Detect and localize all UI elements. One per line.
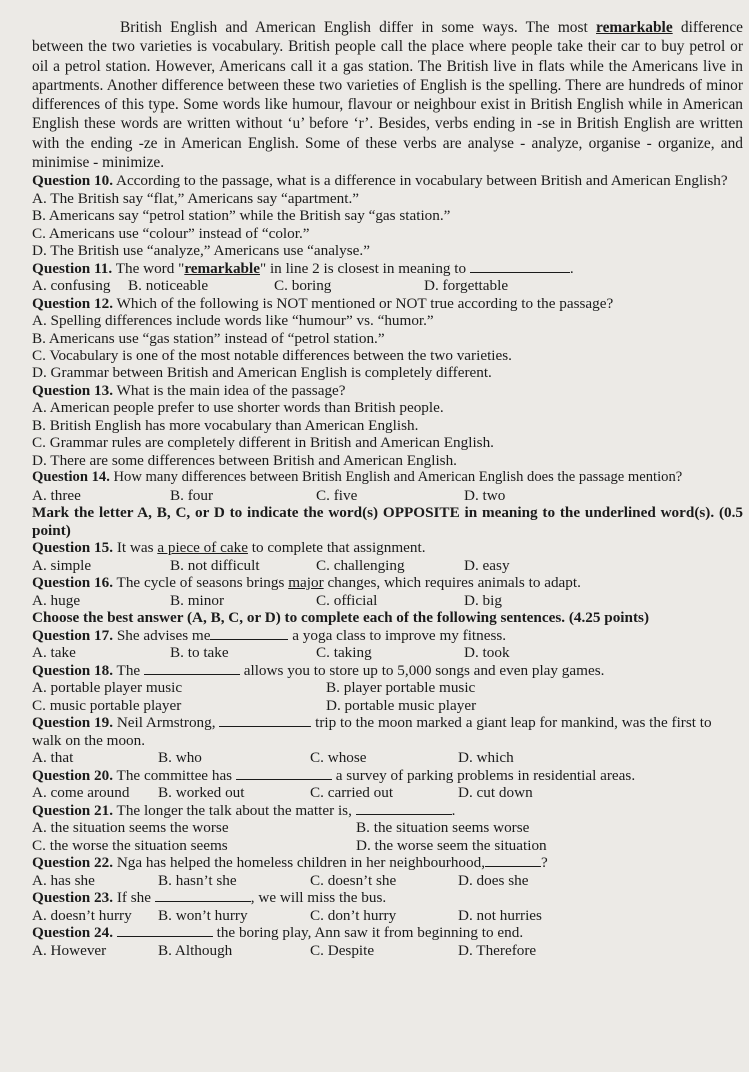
question-number: Question 17. [32, 626, 114, 644]
answer-blank [210, 627, 288, 640]
option-a: A. simple [32, 556, 92, 574]
question-stem-post: the boring play, Ann saw it from beginning to end. [212, 924, 524, 942]
answer-blank [219, 714, 311, 727]
option-d: D. two [464, 486, 506, 504]
option-d: D. easy [464, 556, 510, 574]
option-a: A. doesn’t hurry [32, 906, 132, 924]
question-20 [32, 767, 743, 802]
option-c: C. Despite [310, 941, 375, 959]
answer-blank [155, 889, 251, 902]
option-c: C. don’t hurry [310, 906, 397, 924]
option-d: D. Grammar between British and American English is completely different. [32, 364, 492, 382]
option-a: A. has she [32, 871, 95, 889]
underlined-word: major [288, 574, 324, 592]
option-b: B. who [158, 749, 202, 767]
question-23 [32, 889, 743, 924]
option-a: A. three [32, 486, 81, 504]
option-b: B. Americans use “gas station” instead of “petrol station.” [32, 329, 385, 347]
question-16 [32, 574, 743, 609]
answer-blank [144, 662, 240, 675]
option-b: B. British English has more vocabulary than American English. [32, 416, 419, 434]
question-stem-end: . [569, 259, 574, 277]
question-number: Question 11. [32, 259, 113, 277]
option-c: C. carried out [310, 784, 394, 802]
question-stem-post: to complete that assignment. [247, 539, 426, 557]
question-stem-end: . [451, 801, 456, 819]
option-c: C. Americans use “colour” instead of “color.” [32, 224, 310, 242]
question-stem-post: trip to the moon marked a giant leap for mankind, was the first to walk on the moon. [32, 714, 712, 749]
question-21 [32, 802, 743, 854]
question-stem-pre: She advises me [113, 626, 211, 644]
question-number: Question 13. [32, 381, 114, 399]
question-stem-post: , we will miss the bus. [250, 889, 387, 907]
answer-blank [485, 854, 541, 867]
question-stem-post: changes, which requires animals to adapt. [323, 574, 581, 592]
option-c: C. five [316, 486, 358, 504]
option-d: D. The British use “analyze,” Americans use “analyse.” [32, 242, 370, 260]
option-c: C. Grammar rules are completely different in British and American English. [32, 434, 494, 452]
option-a: A. portable player music [32, 679, 183, 697]
question-10 [32, 172, 743, 259]
section-instruction-opposite: Mark the letter A, B, C, or D to indicate the word(s) OPPOSITE in meaning to the underlined word(s). (0.5 point) [32, 504, 743, 539]
question-number: Question 21. [32, 801, 114, 819]
question-stem-end: ? [541, 854, 548, 872]
passage-part-1: British English and American English differ in some ways. The most [120, 19, 597, 36]
question-number: Question 10. [32, 172, 114, 190]
answer-blank [236, 767, 332, 780]
question-number: Question 24. [32, 924, 114, 942]
question-15 [32, 539, 743, 574]
option-b: B. player portable music [326, 679, 476, 697]
question-stem-post: a survey of parking problems in residential areas. [331, 766, 636, 784]
option-b: B. Americans say “petrol station” while the British say “gas station.” [32, 207, 451, 225]
option-d: D. the worse seem the situation [356, 836, 547, 854]
option-d: D. big [464, 591, 502, 609]
option-c: C. boring [274, 277, 332, 295]
question-stem-pre: The [113, 661, 144, 679]
option-c: C. whose [310, 749, 367, 767]
question-number: Question 12. [32, 294, 114, 312]
option-d: D. forgettable [424, 277, 509, 295]
passage-underlined-word: remarkable [596, 19, 673, 36]
option-a: A. the situation seems the worse [32, 819, 229, 837]
question-stem: Which of the following is NOT mentioned or NOT true according to the passage? [113, 294, 614, 312]
option-c: C. music portable player [32, 696, 182, 714]
option-a: A. However [32, 941, 107, 959]
question-stem-pre: The word " [112, 259, 185, 277]
question-19 [32, 714, 743, 767]
option-d: D. which [458, 749, 514, 767]
question-stem-post: " in line 2 is closest in meaning to [259, 259, 467, 277]
question-stem-post: a yoga class to improve my fitness. [288, 626, 507, 644]
question-stem: According to the passage, what is a difference in vocabulary between British and American English? [113, 172, 728, 190]
option-a: A. huge [32, 591, 81, 609]
option-a: A. come around [32, 784, 130, 802]
option-b: B. won’t hurry [158, 906, 248, 924]
option-b: B. noticeable [128, 277, 209, 295]
option-b: B. the situation seems worse [356, 819, 530, 837]
underlined-word: remarkable [184, 259, 260, 277]
option-b: B. not difficult [170, 556, 260, 574]
option-b: B. Although [158, 941, 233, 959]
question-stem-pre: Nga has helped the homeless children in her neighbourhood, [113, 854, 486, 872]
question-13 [32, 382, 743, 469]
option-a: A. American people prefer to use shorter words than British people. [32, 399, 444, 417]
option-b: B. four [170, 486, 214, 504]
question-11 [32, 260, 743, 295]
question-stem-post: allows you to store up to 5,000 songs and even play games. [239, 661, 605, 679]
option-d: D. does she [458, 871, 529, 889]
question-number: Question 23. [32, 889, 114, 907]
reading-passage [32, 18, 743, 172]
option-d: D. not hurries [458, 906, 542, 924]
option-c: C. Vocabulary is one of the most notable differences between the two varieties. [32, 347, 512, 364]
question-number: Question 18. [32, 661, 114, 679]
option-b: B. to take [170, 644, 229, 662]
question-number: Question 20. [32, 766, 114, 784]
option-c: C. challenging [316, 556, 405, 574]
option-c: C. official [316, 591, 378, 609]
option-d: D. There are some differences between British and American English. [32, 451, 457, 469]
answer-blank [356, 802, 452, 815]
option-b: B. minor [170, 591, 225, 609]
question-18 [32, 662, 743, 714]
option-d: D. Therefore [458, 941, 537, 959]
question-stem: How many differences between British English and American English does the passage mention? [109, 469, 683, 486]
underlined-phrase: a piece of cake [157, 539, 248, 557]
option-c: C. doesn’t she [310, 871, 397, 889]
question-stem-pre: If she [113, 889, 155, 907]
option-d: D. cut down [458, 784, 533, 802]
option-a: A. confusing [32, 277, 111, 295]
answer-blank [117, 924, 213, 937]
question-stem-pre: The committee has [113, 766, 236, 784]
question-stem-pre: The longer the talk about the matter is, [113, 801, 356, 819]
option-a: A. that [32, 749, 74, 767]
option-d: D. portable music player [326, 696, 477, 714]
question-22 [32, 854, 743, 889]
option-a: A. The British say “flat,” Americans say “apartment.” [32, 189, 359, 207]
question-stem-pre: The cycle of seasons brings [113, 574, 289, 592]
question-number: Question 15. [32, 539, 114, 557]
question-17 [32, 627, 743, 662]
question-12 [32, 295, 743, 382]
question-number: Question 19. [32, 714, 114, 732]
option-d: D. took [464, 644, 510, 662]
option-c: C. the worse the situation seems [32, 836, 228, 854]
option-a: A. take [32, 644, 76, 662]
option-a: A. Spelling differences include words like “humour” vs. “humor.” [32, 312, 434, 330]
answer-blank [470, 260, 570, 273]
option-b: B. worked out [158, 784, 245, 802]
question-stem-pre: Neil Armstrong, [113, 714, 220, 732]
question-stem-pre: It was [113, 539, 158, 557]
option-b: B. hasn’t she [158, 871, 237, 889]
question-number: Question 16. [32, 574, 114, 592]
question-number: Question 14. [32, 469, 110, 486]
section-instruction-complete: Choose the best answer (A, B, C, or D) to complete each of the following sentences. (4.25 points) [32, 609, 649, 627]
option-c: C. taking [316, 644, 372, 662]
passage-part-2: difference between the two varieties is vocabulary. British people call the place where people take their car to buy petrol or oil a petrol station. However, Americans call it a gas station. The British live in flats while the Americans live in apartments. Another difference between these two varieties of English is the spelling. There are hundreds of minor differences of this type. Some words like humour, flavour or neighbour exist in British English while in American English these words are written without ‘u’ before ‘r’. Besides, verbs ending in -se in British English are written with the ending -ze in American English. Some of these verbs are analyse - analyze, organise - organize, and minimise - minimize. [32, 19, 743, 172]
question-stem: What is the main idea of the passage? [113, 381, 346, 399]
question-24 [32, 924, 743, 959]
question-14 [32, 469, 743, 504]
question-number: Question 22. [32, 854, 114, 872]
